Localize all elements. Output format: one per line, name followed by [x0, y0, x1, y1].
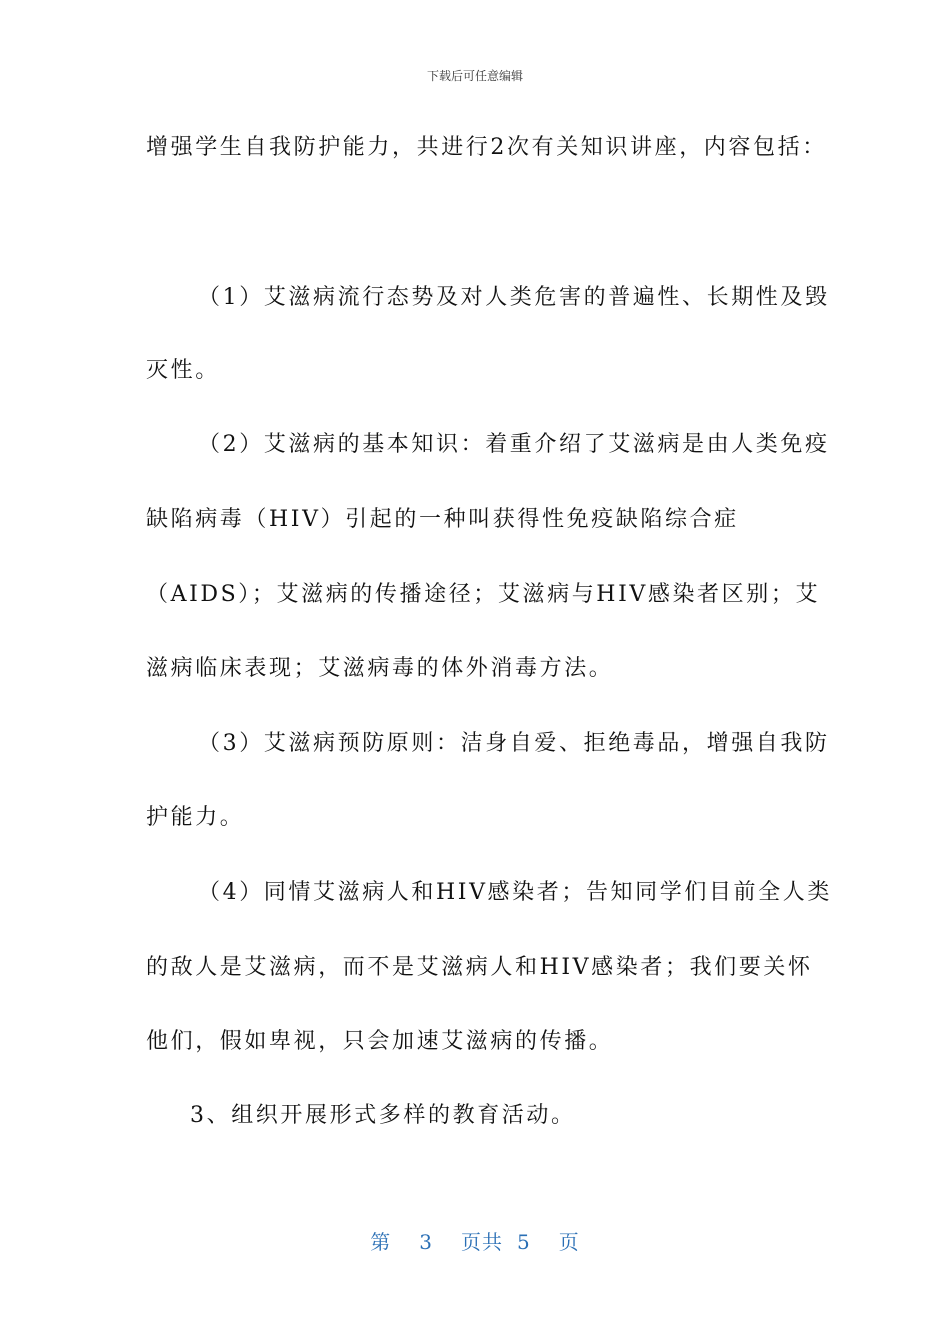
page-footer	[0, 1226, 950, 1255]
body-line-9: 护能力。	[146, 805, 245, 830]
footer-middle: 页共	[461, 1230, 503, 1254]
body-line-3: 灭性。	[146, 358, 220, 383]
body-line-6: （AIDS）；艾滋病的传播途径；艾滋病与HIV感染者区别；艾	[146, 582, 821, 607]
header-note: 下载后可任意编辑	[426, 69, 523, 83]
body-line-2: （1）艾滋病流行态势及对人类危害的普遍性、长期性及毁	[198, 285, 830, 310]
body-line-13: 3、组织开展形式多样的教育活动。	[190, 1103, 576, 1128]
body-line-5: 缺陷病毒（HIV）引起的一种叫获得性免疫缺陷综合症	[146, 507, 739, 532]
body-line-8: （3）艾滋病预防原则：洁身自爱、拒绝毒品，增强自我防	[198, 731, 830, 756]
body-line-11: 的敌人是艾滋病，而不是艾滋病人和HIV感染者；我们要关怀	[146, 955, 813, 980]
body-line-4: （2）艾滋病的基本知识：着重介绍了艾滋病是由人类免疫	[198, 432, 830, 457]
footer-suffix: 页	[558, 1230, 580, 1254]
body-line-7: 滋病临床表现；艾滋病毒的体外消毒方法。	[146, 656, 614, 681]
footer-total-pages: 5	[517, 1230, 531, 1254]
body-line-12: 他们，假如卑视，只会加速艾滋病的传播。	[146, 1029, 614, 1054]
footer-prefix: 第	[370, 1230, 392, 1254]
footer-current-page: 3	[419, 1230, 433, 1254]
body-line-10: （4）同情艾滋病人和HIV感染者；告知同学们目前全人类	[198, 880, 832, 905]
body-line-1: 增强学生自我防护能力，共进行2次有关知识讲座，内容包括：	[146, 135, 827, 160]
